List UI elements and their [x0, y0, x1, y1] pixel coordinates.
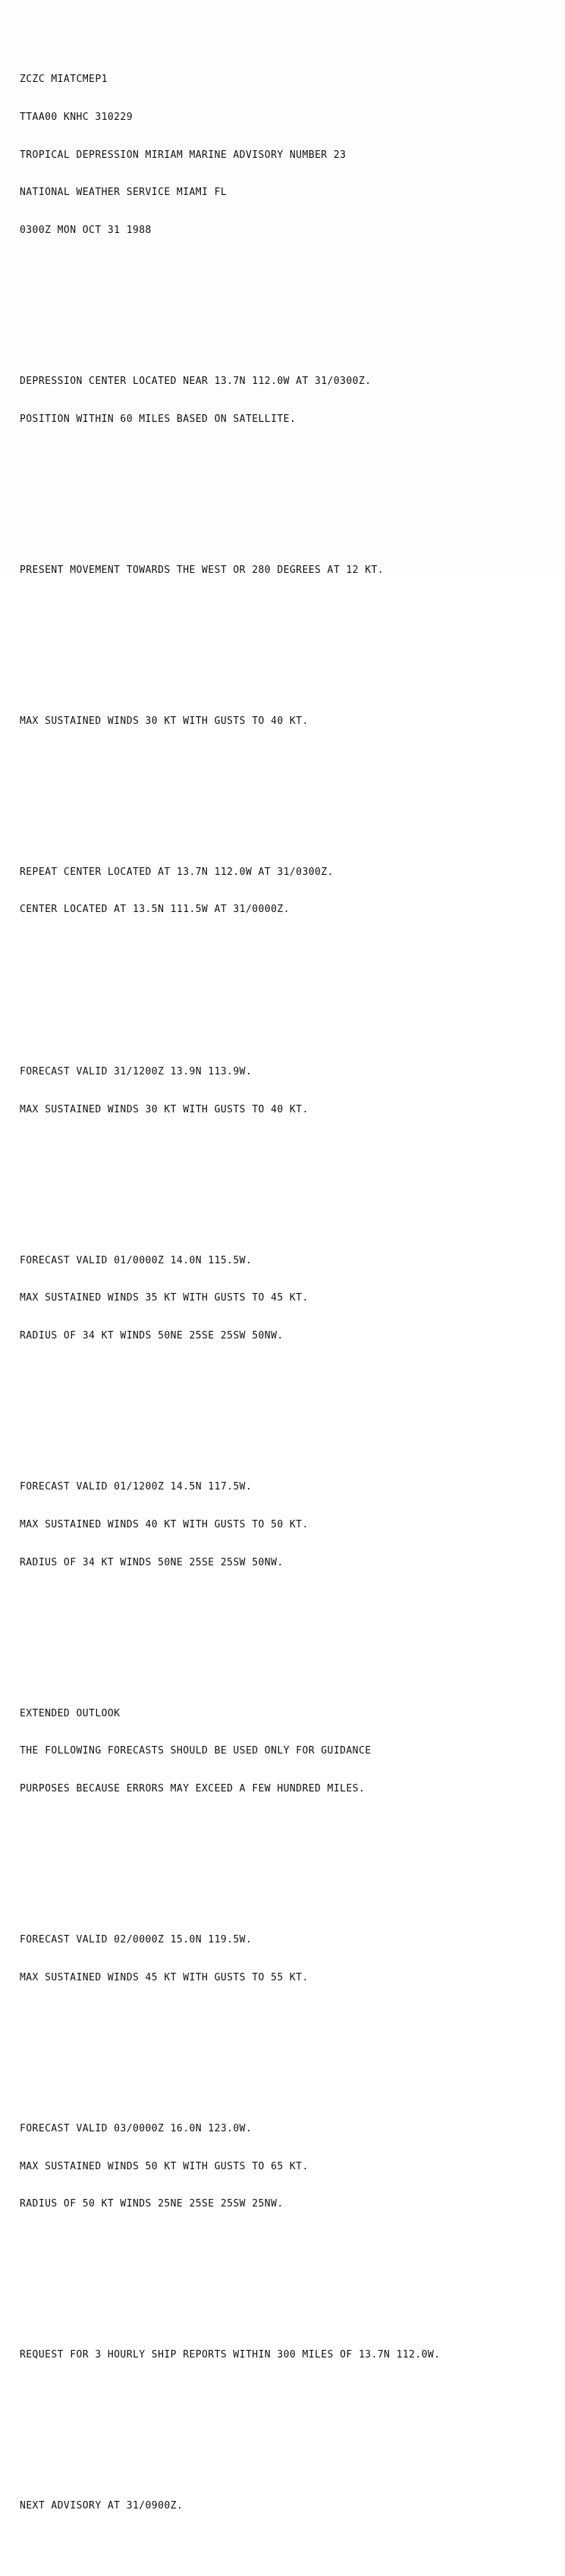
forecast-5-line-3: RADIUS OF 50 KT WINDS 25NE 25SE 25SW 25NW. — [20, 2198, 284, 2210]
movement-line-1: PRESENT MOVEMENT TOWARDS THE WEST OR 280 DEGREES AT 12 KT. — [20, 564, 385, 576]
spacer — [20, 1406, 554, 1418]
repeat-line-2: CENTER LOCATED AT 13.5N 111.5W AT 31/0000Z. — [20, 904, 290, 916]
spacer — [20, 1632, 554, 1644]
spacer — [20, 640, 554, 652]
forecast-2-line-2: MAX SUSTAINED WINDS 35 KT WITH GUSTS TO 45 KT. — [20, 1292, 309, 1304]
outlook-line-1: EXTENDED OUTLOOK — [20, 1707, 121, 1719]
forecast-5-line-2: MAX SUSTAINED WINDS 50 KT WITH GUSTS TO 65 KT. — [20, 2160, 309, 2172]
header-line-5: 0300Z MON OCT 31 1988 — [20, 225, 152, 237]
position-line-1: DEPRESSION CENTER LOCATED NEAR 13.7N 112.0W AT 31/0300Z. — [20, 376, 372, 388]
movement-block — [20, 539, 554, 602]
header-line-4: NATIONAL WEATHER SERVICE MIAMI FL — [20, 187, 228, 199]
request-line-1: REQUEST FOR 3 HOURLY SHIP REPORTS WITHIN 300 MILES OF 13.7N 112.0W. — [20, 2349, 441, 2361]
forecast-3-line-3: RADIUS OF 34 KT WINDS 50NE 25SE 25SW 50NW. — [20, 1556, 284, 1568]
spacer — [20, 980, 554, 1003]
spacer — [20, 2425, 554, 2437]
request-block — [20, 2324, 554, 2387]
forecast-4-line-1: FORECAST VALID 02/0000Z 15.0N 119.5W. — [20, 1934, 253, 1946]
winds-line-1: MAX SUSTAINED WINDS 30 KT WITH GUSTS TO 40 KT. — [20, 715, 309, 727]
header-line-3: TROPICAL DEPRESSION MIRIAM MARINE ADVISORY NUMBER 23 — [20, 149, 347, 161]
outlook-block — [20, 1682, 554, 1821]
forecast-4-line-2: MAX SUSTAINED WINDS 45 KT WITH GUSTS TO 55 KT. — [20, 1971, 309, 1983]
forecast-1-line-2: MAX SUSTAINED WINDS 30 KT WITH GUSTS TO 40 KT. — [20, 1103, 309, 1115]
advisory-text — [20, 11, 554, 2576]
forecast-3-line-1: FORECAST VALID 01/1200Z 14.5N 117.5W. — [20, 1481, 253, 1493]
spacer — [20, 791, 554, 803]
spacer — [20, 1859, 554, 1871]
forecast-3-line-2: MAX SUSTAINED WINDS 40 KT WITH GUSTS TO 50 KT. — [20, 1518, 309, 1530]
next-advisory-line-1: NEXT ADVISORY AT 31/0900Z. — [20, 2500, 184, 2512]
header-block — [20, 49, 554, 263]
forecast-1-block — [20, 1041, 554, 1142]
forecast-3-block — [20, 1456, 554, 1595]
position-block — [20, 351, 554, 451]
forecast-2-line-1: FORECAST VALID 01/0000Z 14.0N 115.5W. — [20, 1254, 253, 1266]
spacer — [20, 1179, 554, 1191]
next-advisory-block — [20, 2475, 554, 2538]
repeat-block — [20, 841, 554, 942]
forecast-4-block — [20, 1909, 554, 2010]
repeat-line-1: REPEAT CENTER LOCATED AT 13.7N 112.0W AT 31/0300Z. — [20, 866, 334, 878]
header-line-1: ZCZC MIATCMEP1 — [20, 73, 108, 85]
forecast-5-block — [20, 2098, 554, 2237]
winds-block — [20, 690, 554, 753]
outlook-line-2: THE FOLLOWING FORECASTS SHOULD BE USED ONLY FOR GUIDANCE — [20, 1745, 372, 1757]
spacer — [20, 2047, 554, 2059]
outlook-line-3: PURPOSES BECAUSE ERRORS MAY EXCEED A FEW HUNDRED MILES. — [20, 1783, 366, 1795]
spacer — [20, 489, 554, 501]
forecast-1-line-1: FORECAST VALID 31/1200Z 13.9N 113.9W. — [20, 1065, 253, 1077]
spacer — [20, 2274, 554, 2286]
position-line-2: POSITION WITHIN 60 MILES BASED ON SATELLITE. — [20, 413, 297, 425]
header-line-2: TTAA00 KNHC 310229 — [20, 111, 133, 123]
forecast-5-line-1: FORECAST VALID 03/0000Z 16.0N 123.0W. — [20, 2122, 253, 2134]
spacer — [20, 300, 554, 313]
forecast-2-line-3: RADIUS OF 34 KT WINDS 50NE 25SE 25SW 50NW. — [20, 1330, 284, 1342]
forecast-2-block — [20, 1229, 554, 1368]
